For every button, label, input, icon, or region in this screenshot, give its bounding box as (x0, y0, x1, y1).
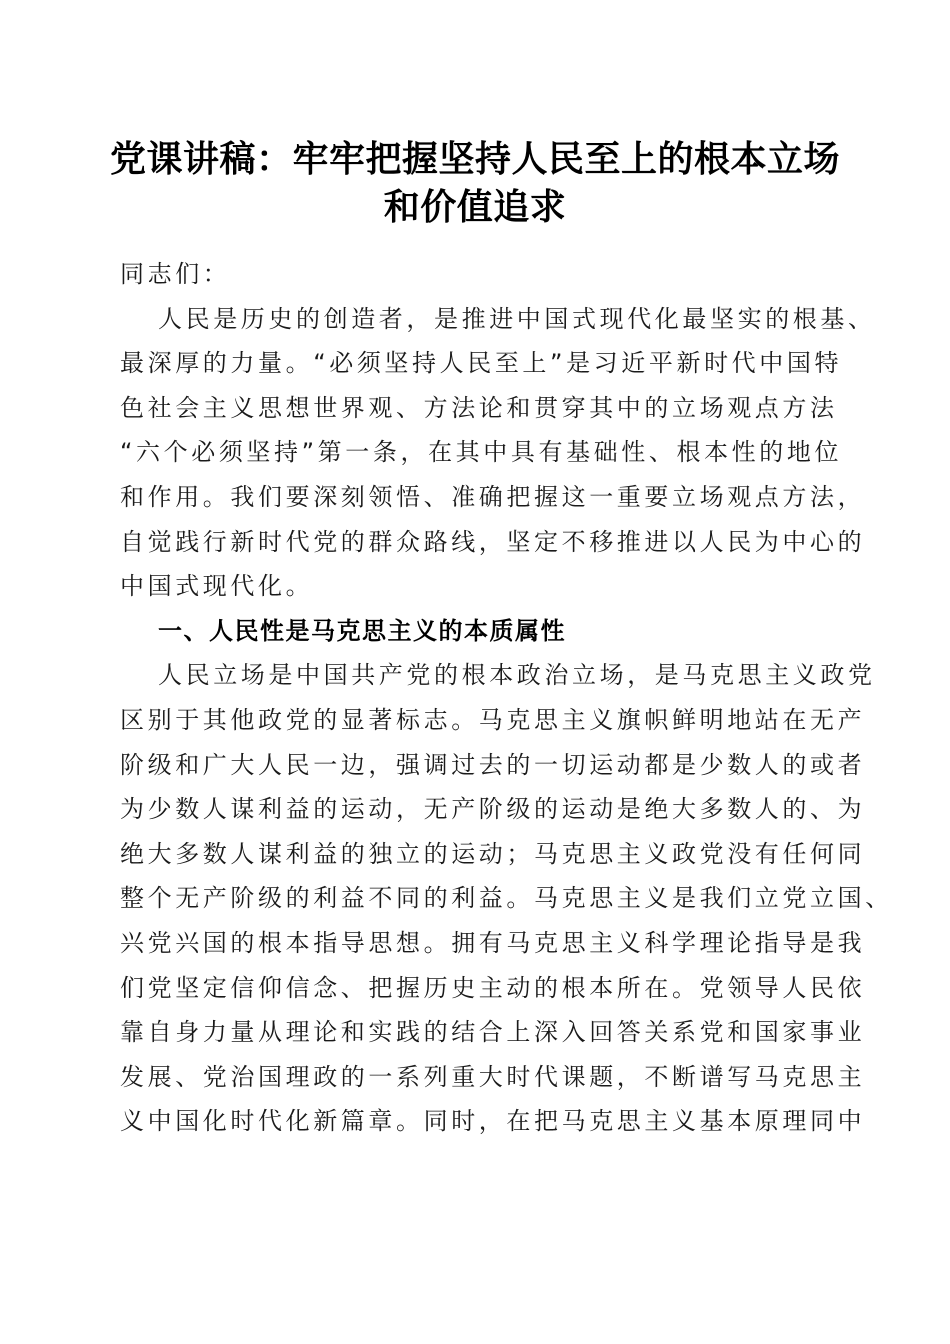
paragraph-line: 绝大多数人谋利益的独立的运动；马克思主义政党没有任何同 (120, 839, 866, 868)
paragraph-line: 阶级和广大人民一边，强调过去的一切运动都是少数人的或者 (120, 750, 866, 779)
paragraph-line: “六个必须坚持”第一条，在其中具有基础性、根本性的地位 (120, 438, 843, 467)
paragraph-line: 义中国化时代化新篇章。同时，在把马克思主义基本原理同中 (120, 1107, 866, 1136)
document-title-line-1: 党课讲稿：牢牢把握坚持人民至上的根本立场 (109, 138, 840, 180)
paragraph-line: 人民立场是中国共产党的根本政治立场，是马克思主义政党 (158, 661, 876, 690)
paragraph-line: 中国式现代化。 (120, 572, 314, 601)
paragraph-line: 人民是历史的创造者，是推进中国式现代化最坚实的根基、 (158, 304, 876, 333)
paragraph-line: 发展、党治国理政的一系列重大时代课题，不断谱写马克思主 (120, 1062, 866, 1091)
salutation: 同志们： (120, 260, 231, 288)
paragraph-line: 色社会主义思想世界观、方法论和贯穿其中的立场观点方法 (120, 393, 838, 422)
paragraph-line: 自觉践行新时代党的群众路线，坚定不移推进以人民为中心的 (120, 527, 866, 556)
paragraph-line: 兴党兴国的根本指导思想。拥有马克思主义科学理论指导是我 (120, 928, 866, 957)
paragraph-line: 们党坚定信仰信念、把握历史主动的根本所在。党领导人民依 (120, 973, 866, 1002)
paragraph-line: 整个无产阶级的利益不同的利益。马克思主义是我们立党立国、 (120, 884, 893, 913)
paragraph-line: 为少数人谋利益的运动，无产阶级的运动是绝大多数人的、为 (120, 795, 866, 824)
paragraph-line: 最深厚的力量。“必须坚持人民至上”是习近平新时代中国特 (120, 349, 843, 378)
document-title-line-2: 和价值追求 (383, 186, 567, 228)
document-body (120, 252, 893, 1144)
paragraph-line: 靠自身力量从理论和实践的结合上深入回答关系党和国家事业 (120, 1018, 866, 1047)
paragraph-line: 区别于其他政党的显著标志。马克思主义旗帜鲜明地站在无产 (120, 705, 866, 734)
paragraph-line: 和作用。我们要深刻领悟、准确把握这一重要立场观点方法， (120, 482, 866, 511)
section-heading: 一、人民性是马克思主义的本质属性 (158, 616, 566, 645)
